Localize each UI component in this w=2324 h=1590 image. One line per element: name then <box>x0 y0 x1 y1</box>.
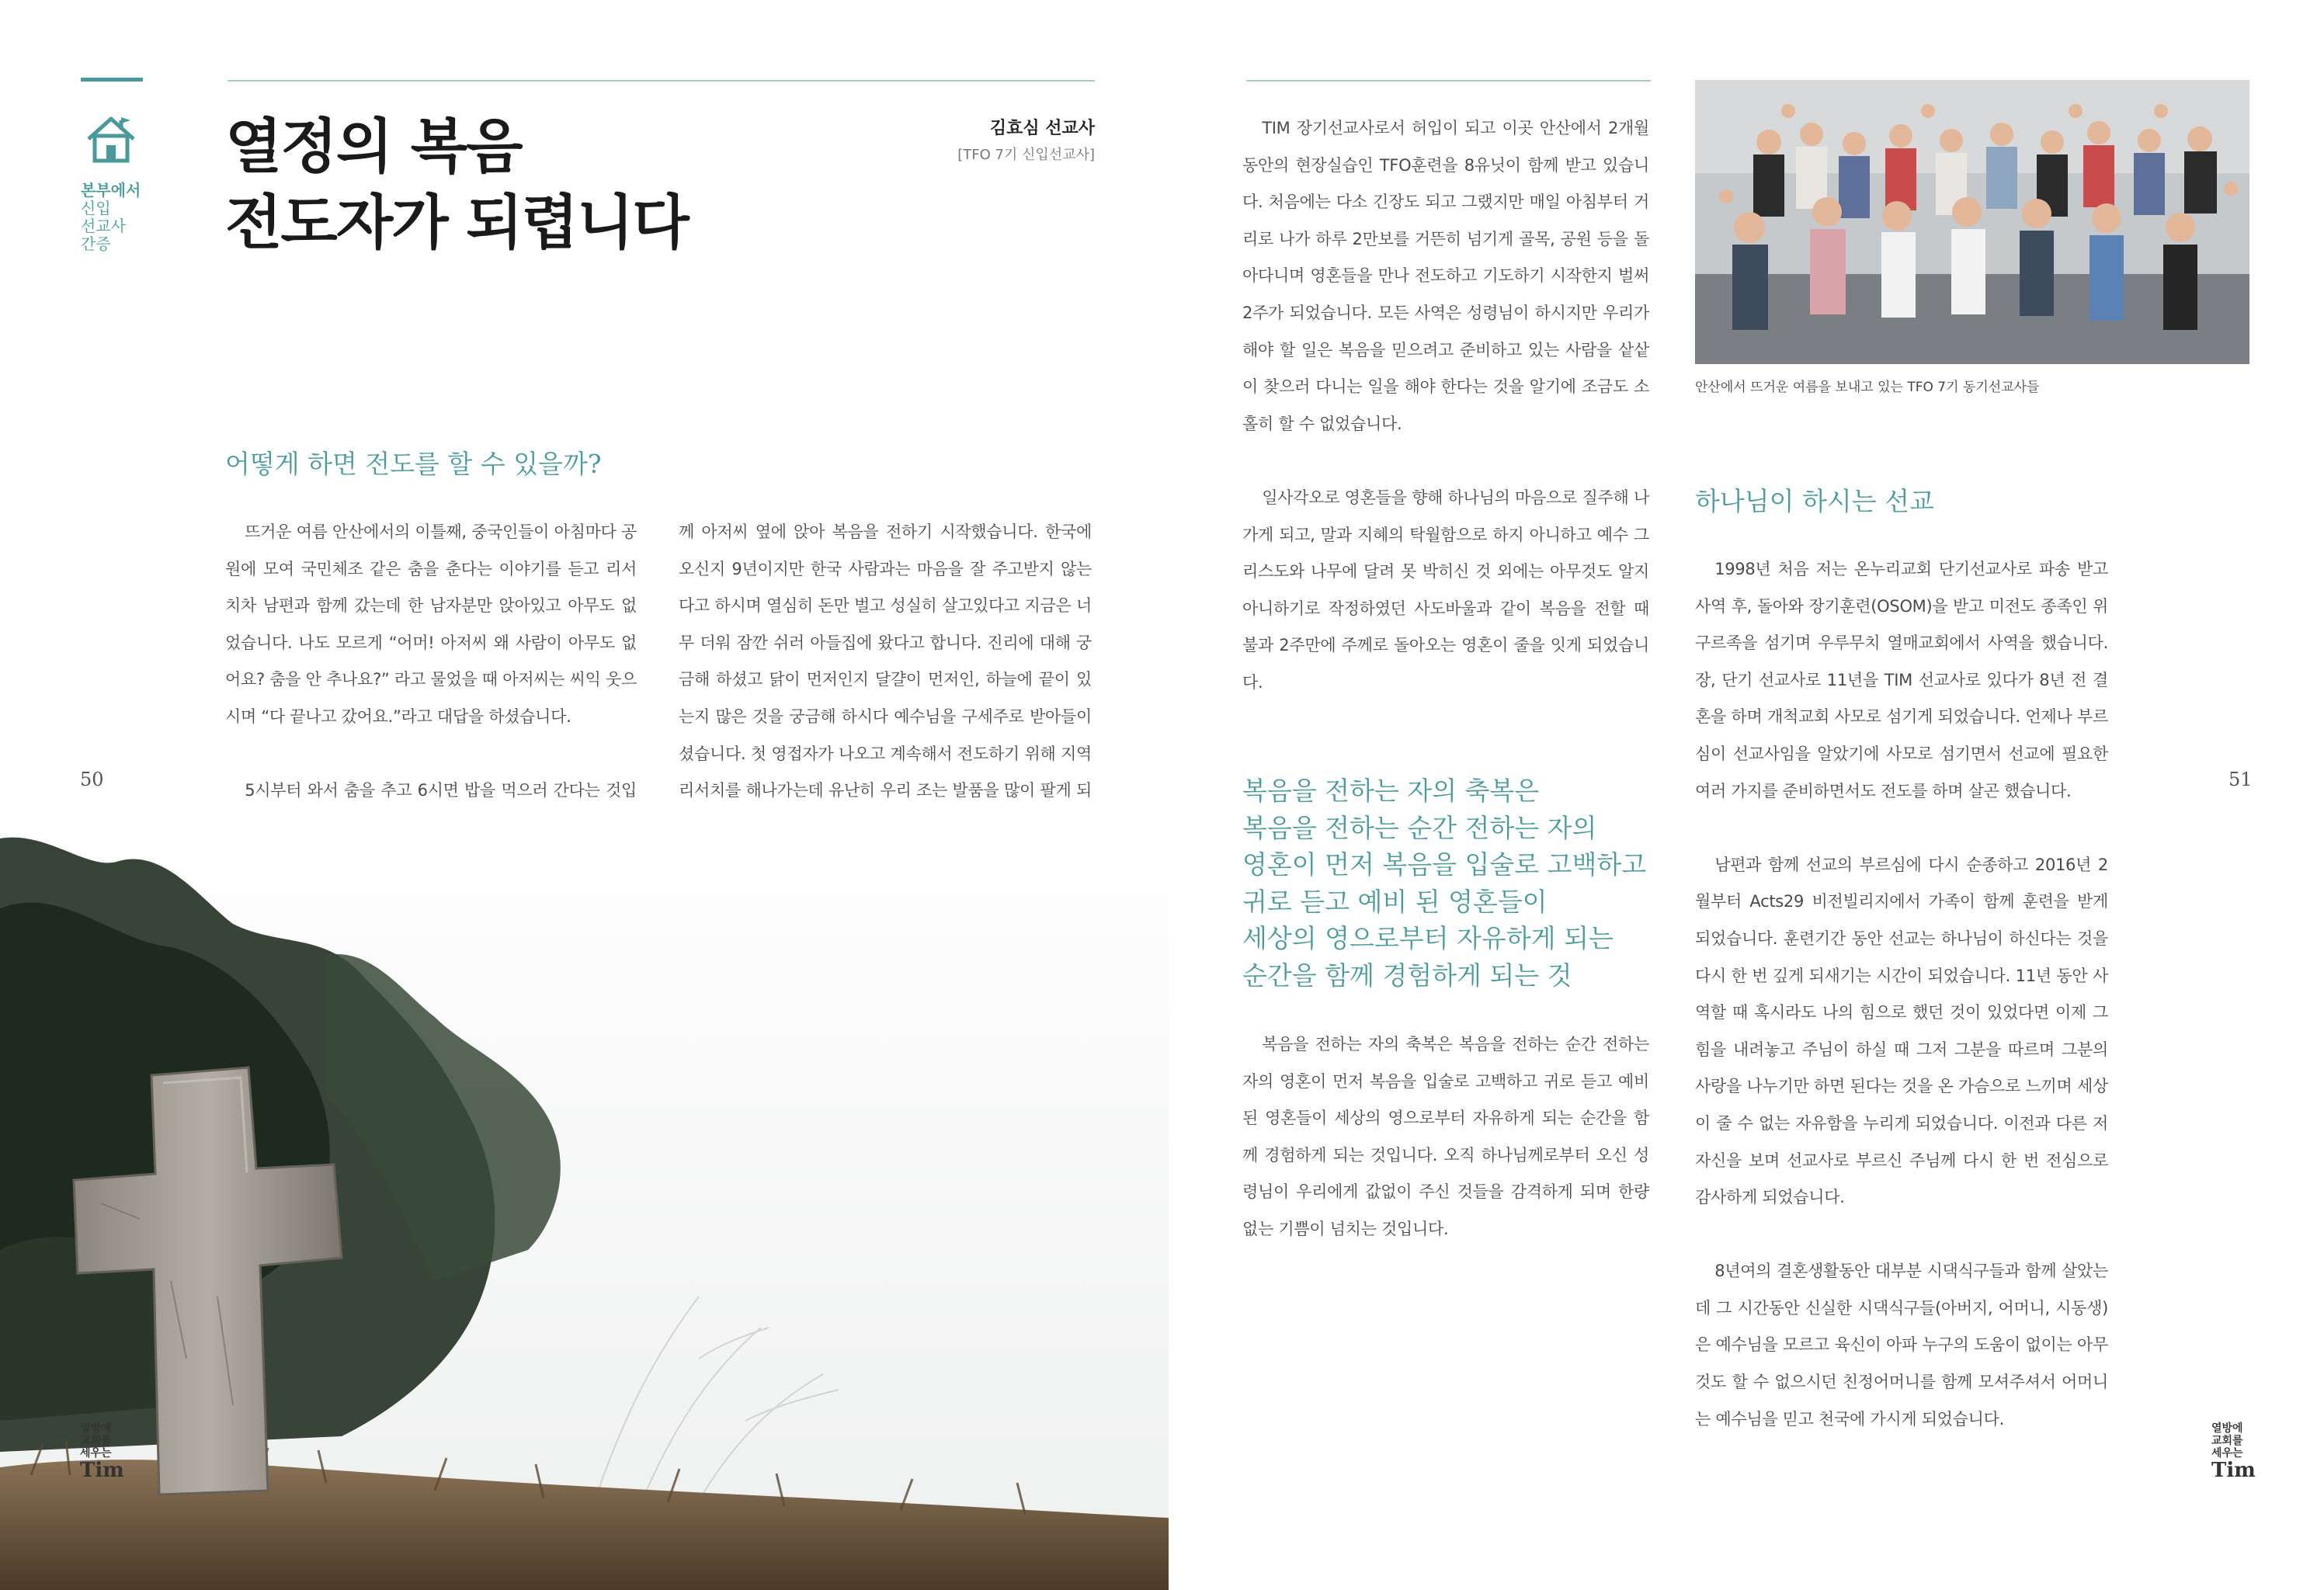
side-label-line: 본부에서 <box>81 181 141 200</box>
side-label <box>81 182 141 253</box>
author-name: 김효심 선교사 <box>989 119 1095 138</box>
logo-brand: Tim <box>80 1459 124 1482</box>
photo-caption: 안산에서 뜨거운 여름을 보내고 있는 TFO 7기 동기선교사들 <box>1695 380 2040 395</box>
cross-photo <box>0 815 1169 1590</box>
quote-line: 복음을 전하는 자의 축복은 <box>1242 776 1540 806</box>
quote-line: 순간을 함께 경험하게 되는 것 <box>1242 960 1572 991</box>
logo-line: 세우는 <box>80 1447 112 1460</box>
logo-line: 교회를 <box>2211 1435 2243 1447</box>
paragraph: TIM 장기선교사로서 허입이 되고 이곳 안산에서 2개월 동안의 현장실습인 TFO훈련을 8유닛이 함께 받고 있습니다. 처음에는 다소 긴장도 되고 그랬지만 매일 아침부터 거리로 나가 하루 2만보를 거뜬히 넘기게 골목, 공원 등을 돌아다니며 영혼들을 만나 전도하고 기도하기 시작한지 벌써 2주가 되었습니다. 모든 사역은 성령님이 하시지만 우리가 해야 할 일은 복음을 믿으려고 준비하고 있는 사람을 샅샅이 찾으러 다니는 일을 해야 한다는 것을 알기에 조금도 소홀히 할 수 없었습니다. <box>1242 119 1649 433</box>
column-3-bottom <box>1242 1026 1649 1248</box>
logo-line: 세우는 <box>2211 1447 2243 1460</box>
paragraph: 5시부터 와서 춤을 추고 6시면 밥을 먹으러 간다는 것입 <box>245 781 637 800</box>
side-label-line: 간증 <box>81 234 111 253</box>
paragraph: 뜨거운 여름 안산에서의 이틀째, 중국인들이 아침마다 공원에 모여 국민체조 같은 춤을 춘다는 이야기를 듣고 리서치차 남편과 함께 갔는데 한 남자분만 앉아있고 아무도 없었습니다. 나도 모르게 “어머! 아저씨 왜 사람이 아무도 없어요? 춤을 안 추나요?” 라고 물었을 때 아저씨는 씨익 웃으시며 “다 끝나고 갔어요.”라고 대답을 하셨습니다. <box>225 522 637 726</box>
paragraph: 남편과 함께 선교의 부르심에 다시 순종하고 2016년 2월부터 Acts29 비전빌리지에서 가족이 함께 훈련을 받게 되었습니다. 훈련기간 동안 선교는 하나님이 하신다는 것을 다시 한 번 깊게 되새기는 시간이 되었습니다. 11년 동안 사역할 때 혹시라도 나의 힘으로 했던 것이 있었다면 이제 그 힘을 내려놓고 주님이 하실 때 그저 그분을 따르며 그분의 사랑을 나누기만 하면 된다는 것을 온 가슴으로 느끼며 세상이 줄 수 없는 자유함을 누리게 되었습니다. 이전과 다른 저 자신을 보며 선교사로 부르신 주님께 다시 한 번 전심으로 감사하게 되었습니다. <box>1695 855 2108 1207</box>
brand-logo-left <box>80 1422 124 1481</box>
brand-logo-right <box>2211 1422 2256 1481</box>
quote-line: 귀로 듣고 예비 된 영혼들이 <box>1242 886 1548 917</box>
title-line-2: 전도자가 되렵니다 <box>225 188 688 257</box>
paragraph: 일사각오로 영혼들을 향해 하나님의 마음으로 질주해 나가게 되고, 말과 지혜의 탁월함으로 하지 아니하고 예수 그리스도와 나무에 달려 못 박히신 것 외에는 아무것도 알지 아니하기로 작정하였던 사도바울과 같이 복음을 전할 때 불과 2주만에 주께로 돌아오는 영혼이 줄을 잇게 되었습니다. <box>1242 488 1649 692</box>
logo-line: 열방에 <box>80 1422 112 1435</box>
top-rule-left <box>228 80 1095 82</box>
paragraph: 복음을 전하는 자의 축복은 복음을 전하는 순간 전하는 자의 영혼이 먼저 복음을 입술로 고백하고 귀로 듣고 예비된 영혼들이 세상의 영으로부터 자유하게 되는 순간을 함께 경험하게 되는 것입니다. 오직 하나님께로부터 오신 성령님이 우리에게 값없이 주신 것들을 감격하게 되며 한량없는 기쁨이 넘치는 것입니다. <box>1242 1035 1649 1238</box>
author-role: [TFO 7기 신입선교사] <box>957 147 1095 163</box>
column-1 <box>225 514 637 846</box>
author-block <box>957 115 1095 164</box>
house-icon <box>84 113 138 167</box>
side-rule <box>81 78 143 82</box>
group-photo <box>1695 80 2249 364</box>
side-label-line: 선교사 <box>81 217 126 235</box>
paragraph: 1998년 처음 저는 온누리교회 단기선교사로 파송 받고 사역 후, 돌아와 장기훈련(OSOM)을 받고 미전도 종족인 위구르족을 섬기며 우루무치 열매교회에서 사역을 했습니다. 장, 단기 선교사로 11년을 TIM 선교사로 있다가 8년 전 결혼을 하며 개척교회 사모로 섬기게 되었습니다. 언제나 부르심이 선교사임을 알았기에 사모로 섬기면서 선교에 필요한 여러 가지를 준비하면서도 전도를 하며 살곤 했습니다. <box>1695 560 2108 800</box>
paragraph: 8년여의 결혼생활동안 대부분 시댁식구들과 함께 살았는데 그 시간동안 신실한 시댁식구들(아버지, 어머니, 시동생)은 예수님을 모르고 육신이 아파 누구의 도움이 없이는 아무것도 할 수 없으시던 친정어머니를 함께 모셔주셔서 어머니는 예수님을 믿고 천국에 가시게 되었습니다. <box>1695 1262 2108 1429</box>
quote-line: 영혼이 먼저 복음을 입술로 고백하고 <box>1242 849 1647 880</box>
side-label-line: 신입 <box>81 199 111 217</box>
logo-brand: Tim <box>2211 1459 2256 1482</box>
pull-quote <box>1242 772 1646 995</box>
logo-line: 열방에 <box>2211 1422 2243 1435</box>
page-number-right: 51 <box>2228 769 2253 790</box>
logo-line: 교회를 <box>80 1435 112 1447</box>
page-number-left: 50 <box>80 769 104 790</box>
page-title <box>225 109 688 261</box>
quote-line: 복음을 전하는 순간 전하는 자의 <box>1242 812 1597 843</box>
section-heading-2: 하나님이 하시는 선교 <box>1695 486 1934 516</box>
paragraph: 께 아저씨 옆에 앉아 복음을 전하기 시작했습니다. 한국에 오신지 9년이지만 한국 사람과는 마음을 잘 주고받지 않는다고 하시며 열심히 돈만 벌고 성실히 살고있다고 지금은 너무 더워 잠깐 쉬러 아들집에 왔다고 합니다. 진리에 대해 궁금해 하셨고 닭이 먼저인지 달걀이 먼저인, 하늘에 끝이 있는지 많은 것을 궁금해 하시다 예수님을 구세주로 받아들이셨습니다. 첫 영접자가 나오고 계속해서 전도하기 위해 지역 리서치를 해나가는데 유난히 우리 조는 발품을 많이 팔게 되 <box>679 522 1092 800</box>
title-line-1: 열정의 복음 <box>225 112 522 181</box>
top-rule-right <box>1246 80 1651 82</box>
column-4 <box>1695 551 2108 1438</box>
section-heading-1: 어떻게 하면 전도를 할 수 있을까? <box>225 449 602 479</box>
quote-line: 세상의 영으로부터 자유하게 되는 <box>1242 923 1614 954</box>
column-3-top <box>1242 110 1649 702</box>
